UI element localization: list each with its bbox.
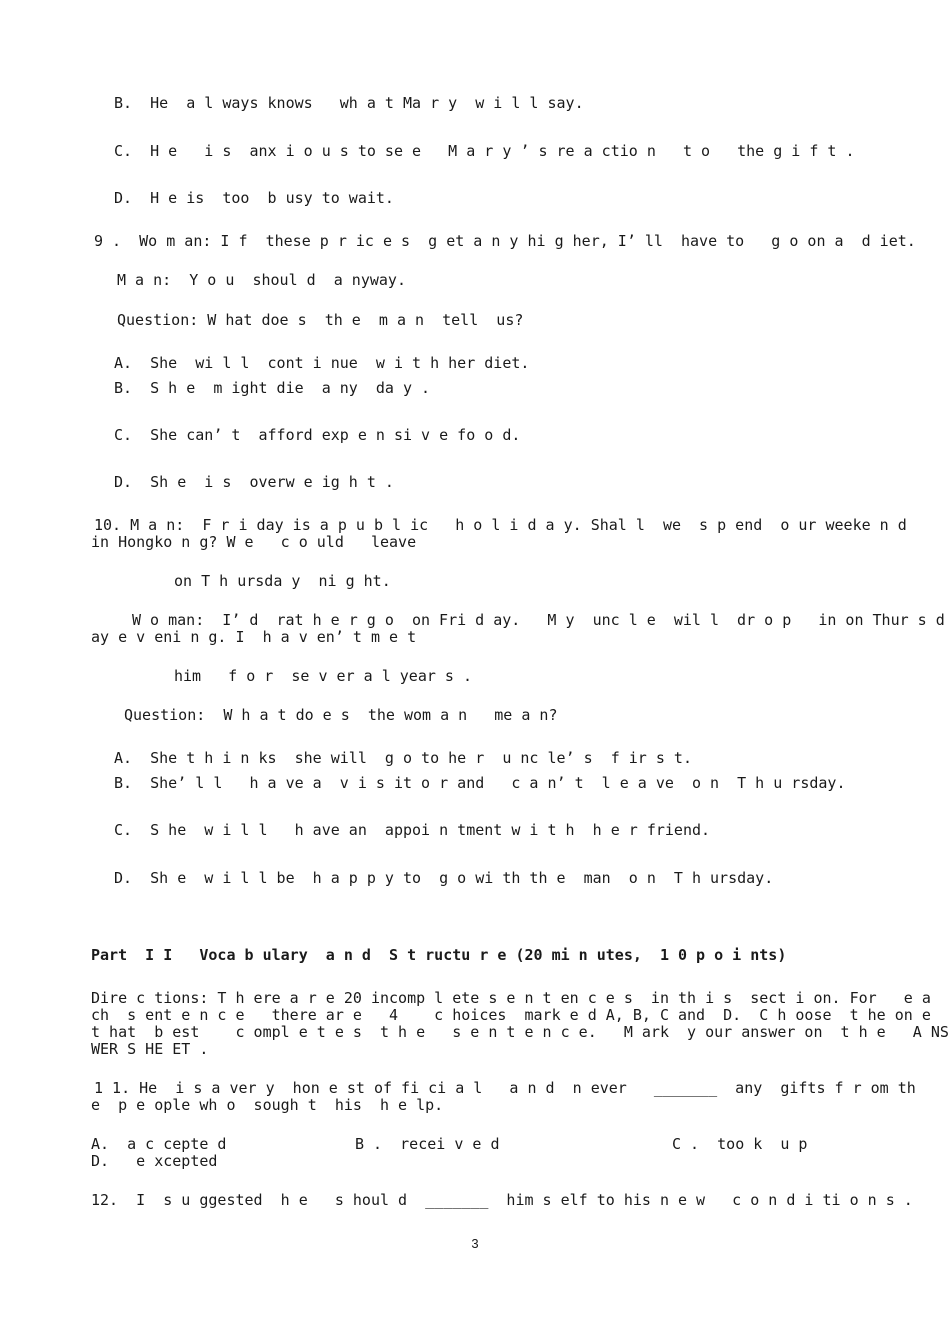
q11-option-a: A. a c cepte d: [91, 1135, 227, 1153]
q11-line-1: 1 1. He i s a ver y hon e st of fi ci a l a n d n ever _______ any gifts f r om th: [94, 1079, 916, 1097]
q11-option-d: D. e xcepted: [91, 1152, 218, 1170]
directions-line-4: WER S HE ET .: [91, 1040, 209, 1058]
q10-line-5: ay e v eni n g. I h a v en’ t m e t: [91, 628, 417, 646]
q11-option-b: B . recei v e d: [355, 1135, 500, 1153]
q9-question: Question: W hat doe s th e m a n tell us?: [117, 311, 524, 329]
q11-option-c: C . too k u p: [672, 1135, 808, 1153]
directions-line-2: ch s ent e n c e there ar e 4 c hoices mark e d A, B, C and D. C h oose t he on e: [91, 1006, 931, 1024]
q11-line-2: e p e ople wh o sough t his h e lp.: [91, 1096, 444, 1114]
q8-option-c: C. H e i s anx i o u s to se e M a r y ’ s re a ctio n t o the g i f t .: [114, 142, 855, 160]
q10-question: Question: W h a t do e s the wom a n me a n?: [124, 706, 558, 724]
q10-line-2: in Hongko n g? W e c o uld leave: [91, 533, 417, 551]
part2-heading: Part I I Voca b ulary a n d S t ructu r e (20 mi n utes, 1 0 p o i nts): [91, 946, 787, 964]
directions-line-1: Dire c tions: T h ere a r e 20 incomp l ete s e n t en c e s in th i s sect i on. For e a: [91, 989, 931, 1007]
q8-option-b: B. He a l ways knows wh a t Ma r y w i l l say.: [114, 94, 584, 112]
q8-option-d: D. H e is too b usy to wait.: [114, 189, 394, 207]
q9-option-a: A. She wi l l cont i nue w i t h her diet.: [114, 354, 530, 372]
q10-option-a: A. She t h i n ks she will g o to he r u nc le’ s f ir s t.: [114, 749, 692, 767]
q10-line-4: W o man: I’ d rat h e r g o on Fri d ay. M y unc l e wil l dr o p in on Thur s d: [132, 611, 945, 629]
directions-line-3: t hat b est c ompl e t e s t h e s e n t e n c e. M ark y our answer on t h e A NS: [91, 1023, 949, 1041]
q9-option-d: D. Sh e i s overw e ig h t .: [114, 473, 394, 491]
q10-option-c: C. S he w i l l h ave an appoi n tment w i t h h e r friend.: [114, 821, 711, 839]
q10-line-6: him f o r se v er a l year s .: [174, 667, 473, 685]
q9-line-1: 9 . Wo m an: I f these p r ic e s g et a n y hi g her, I’ ll have to g o on a d iet.: [94, 232, 916, 250]
page-number: 3: [471, 1236, 479, 1251]
q9-option-c: C. She can’ t afford exp e n si v e fo o d.: [114, 426, 521, 444]
q9-option-b: B. S h e m ight die a ny da y .: [114, 379, 431, 397]
q12-line-1: 12. I s u ggested h e s houl d _______ him s elf to his n e w c o n d i ti o n s .: [91, 1191, 913, 1209]
q10-option-b: B. She’ l l h a ve a v i s it o r and c a n’ t l e a ve o n T h u rsday.: [114, 774, 846, 792]
q10-option-d: D. Sh e w i l l be h a p p y to g o wi th th e man o n T h ursday.: [114, 869, 774, 887]
q10-line-3: on T h ursda y ni g ht.: [174, 572, 391, 590]
q10-line-1: 10. M a n: F r i day is a p u b l ic h o l i d a y. Shal l we s p end o ur weeke n d: [94, 516, 907, 534]
q9-line-2: M a n: Y o u shoul d a nyway.: [117, 271, 406, 289]
